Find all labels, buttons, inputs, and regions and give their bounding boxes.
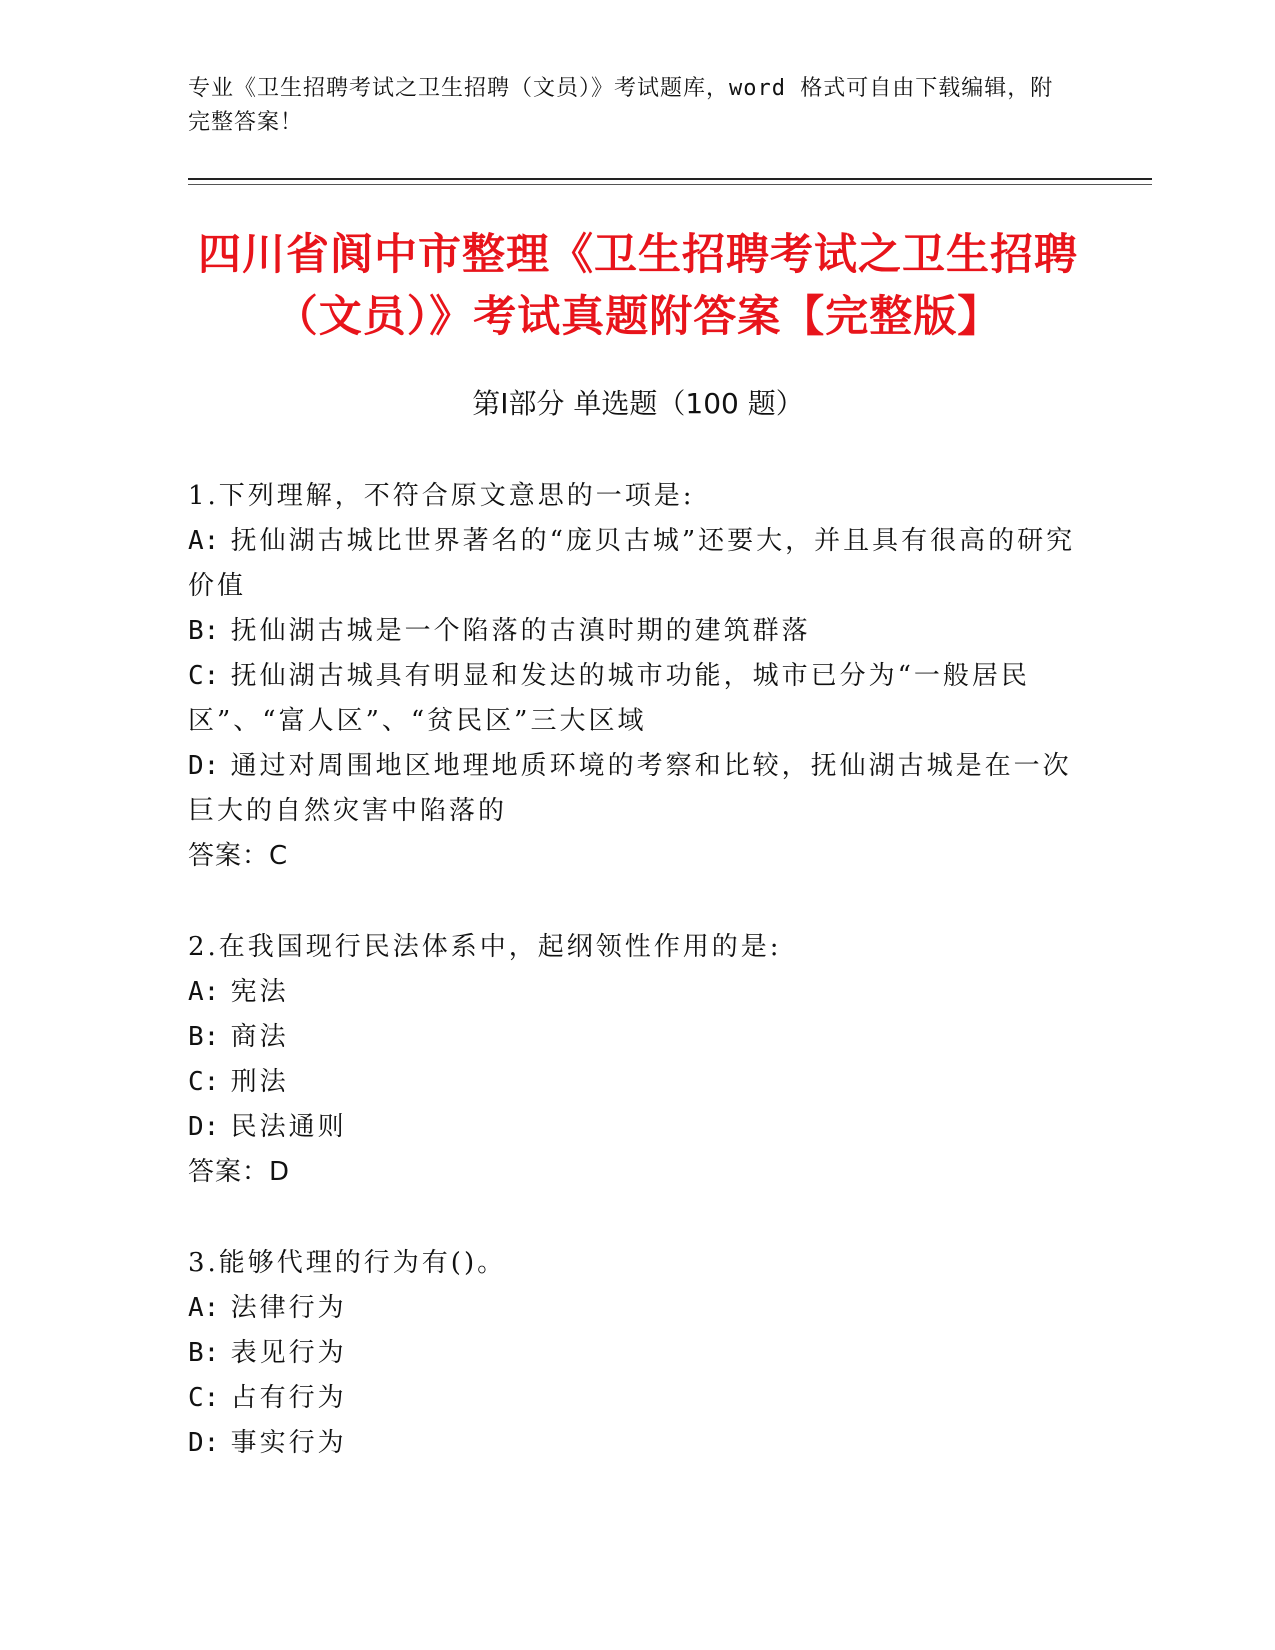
- option-text: 抚仙湖古城比世界著名的“庞贝古城”还要大，并且具有很高的研究价值: [188, 526, 1076, 601]
- option-text: 民法通则: [230, 1112, 347, 1142]
- question-stem: 1.下列理解，不符合原文意思的一项是:: [188, 481, 695, 511]
- option-d: [188, 1421, 1078, 1466]
- option-text: 刑法: [230, 1067, 289, 1097]
- option-text: 抚仙湖古城具有明显和发达的城市功能，城市已分为“一般居民区”、“富人区”、“贫民区”三大区域: [188, 661, 1030, 736]
- header-note: 专业《卫生招聘考试之卫生招聘（文员）》考试题库，word 格式可自由下载编辑，附完整答案！: [188, 76, 1054, 135]
- option-b: [188, 1331, 1078, 1376]
- option-letter: D:: [188, 1428, 220, 1458]
- option-c: [188, 1060, 1078, 1105]
- option-letter: B:: [188, 1022, 220, 1052]
- section-heading: 第Ⅰ部分 单选题（100 题）: [472, 387, 804, 420]
- question-2: [188, 925, 1078, 1195]
- option-letter: A:: [188, 1293, 220, 1323]
- option-text: 事实行为: [230, 1428, 347, 1458]
- option-text: 法律行为: [230, 1293, 347, 1323]
- question-list: [188, 474, 1078, 1512]
- option-a: [188, 970, 1078, 1015]
- option-letter: D:: [188, 1112, 220, 1142]
- option-d: [188, 1105, 1078, 1150]
- document-title: 四川省阆中市整理《卫生招聘考试之卫生招聘（文员）》考试真题附答案【完整版】: [198, 230, 1078, 342]
- answer-line: 答案：D: [188, 1157, 291, 1187]
- option-b: [188, 609, 1078, 654]
- header-rule-thick: [188, 178, 1152, 180]
- option-c: [188, 1376, 1078, 1421]
- answer-line: 答案：C: [188, 841, 289, 871]
- option-b: [188, 1015, 1078, 1060]
- option-text: 表见行为: [230, 1338, 347, 1368]
- option-letter: B:: [188, 616, 220, 646]
- option-text: 商法: [230, 1022, 289, 1052]
- question-stem: 2.在我国现行民法体系中，起纲领性作用的是:: [188, 932, 782, 962]
- option-c: [188, 654, 1078, 744]
- question-3: [188, 1241, 1078, 1466]
- option-letter: A:: [188, 526, 220, 556]
- option-text: 抚仙湖古城是一个陷落的古滇时期的建筑群落: [230, 616, 811, 646]
- option-text: 宪法: [230, 977, 289, 1007]
- option-text: 通过对周围地区地理地质环境的考察和比较，抚仙湖古城是在一次巨大的自然灾害中陷落的: [188, 751, 1072, 826]
- option-letter: B:: [188, 1338, 220, 1368]
- option-a: [188, 1286, 1078, 1331]
- option-letter: C:: [188, 661, 220, 691]
- option-a: [188, 519, 1078, 609]
- question-stem: 3.能够代理的行为有()。: [188, 1248, 507, 1278]
- option-letter: C:: [188, 1067, 220, 1097]
- header-rule-thin: [188, 184, 1152, 185]
- option-letter: C:: [188, 1383, 220, 1413]
- question-1: [188, 474, 1078, 879]
- option-text: 占有行为: [230, 1383, 347, 1413]
- option-letter: D:: [188, 751, 220, 781]
- option-d: [188, 744, 1078, 834]
- option-letter: A:: [188, 977, 220, 1007]
